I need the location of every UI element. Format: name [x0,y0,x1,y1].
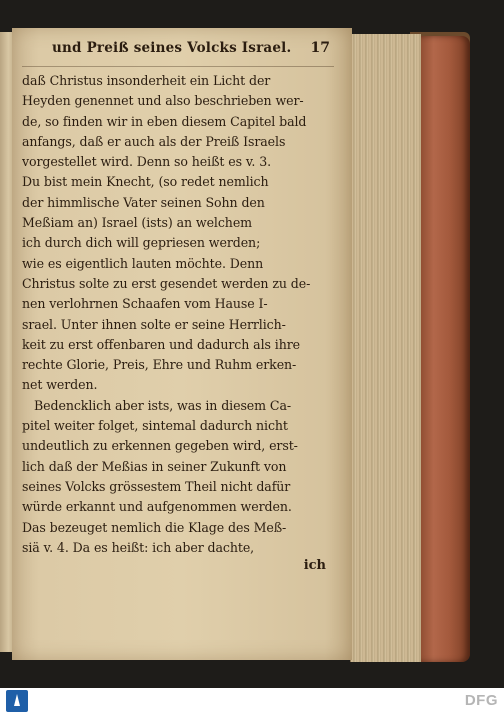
library-logo-icon[interactable] [6,690,28,712]
text-line: srael. Unter ihnen solte er seine Herrlich- [22,316,286,332]
text-line: lich daß der Meßias in seiner Zukunft von [22,458,287,474]
text-line: Bedencklich aber ists, was in diesem Ca- [34,397,292,413]
catchword: ich [303,558,326,574]
text-line: würde erkannt und aufgenommen werden. [22,499,292,515]
text-line: Du bist mein Knecht, (so redet nemlich [22,174,269,190]
text-line: vorgestellet wird. Denn so heißt es v. 3. [22,154,272,170]
running-head [22,40,334,67]
text-line: ich durch dich will gepriesen werden; [22,235,261,251]
text-line: daß Christus insonderheit ein Licht der [22,73,271,88]
text-line: Christus solte zu erst gesendet werden zu de- [22,275,311,291]
text-line: siä v. 4. Da es heißt: ich aber dachte, [22,539,255,555]
text-line: pitel weiter folget, sintemal dadurch nicht [22,418,288,434]
text-line: keit zu erst offenbaren und dadurch als ihre [22,336,300,352]
catchword-line [22,558,334,578]
text-line: undeutlich zu erkennen gegeben wird, erst- [22,438,298,454]
text-line: Heyden genennet und also beschrieben wer- [22,93,304,109]
page-number: 17 [310,40,330,56]
text-line: net werden. [22,377,98,393]
text-line: der himmlische Vater seinen Sohn den [22,194,265,210]
text-line: anfangs, daß er auch als der Preiß Israels [22,133,286,149]
book-cover [418,36,470,662]
page-edges [350,34,421,662]
text-line: Meßiam an) Israel (ists) an welchem [22,215,253,231]
page-text [22,40,334,578]
text-line: nen verlohrnen Schaafen vom Hause I- [22,296,268,312]
text-line: wie es eigentlich lauten möchte. Denn [22,255,264,271]
viewer-footer [0,688,504,714]
dfg-logo[interactable]: DFG [464,692,498,709]
text-line: de, so finden wir in eben diesem Capitel bald [22,113,307,129]
running-title: und Preiß seines Volcks Israel. [52,40,292,56]
text-line: rechte Glorie, Preis, Ehre und Ruhm erken- [22,357,297,373]
text-line: Das bezeuget nemlich die Klage des Meß- [22,519,287,535]
text-line: seines Volcks grössestem Theil nicht dafür [22,478,291,494]
library-logo-shape [14,694,20,706]
